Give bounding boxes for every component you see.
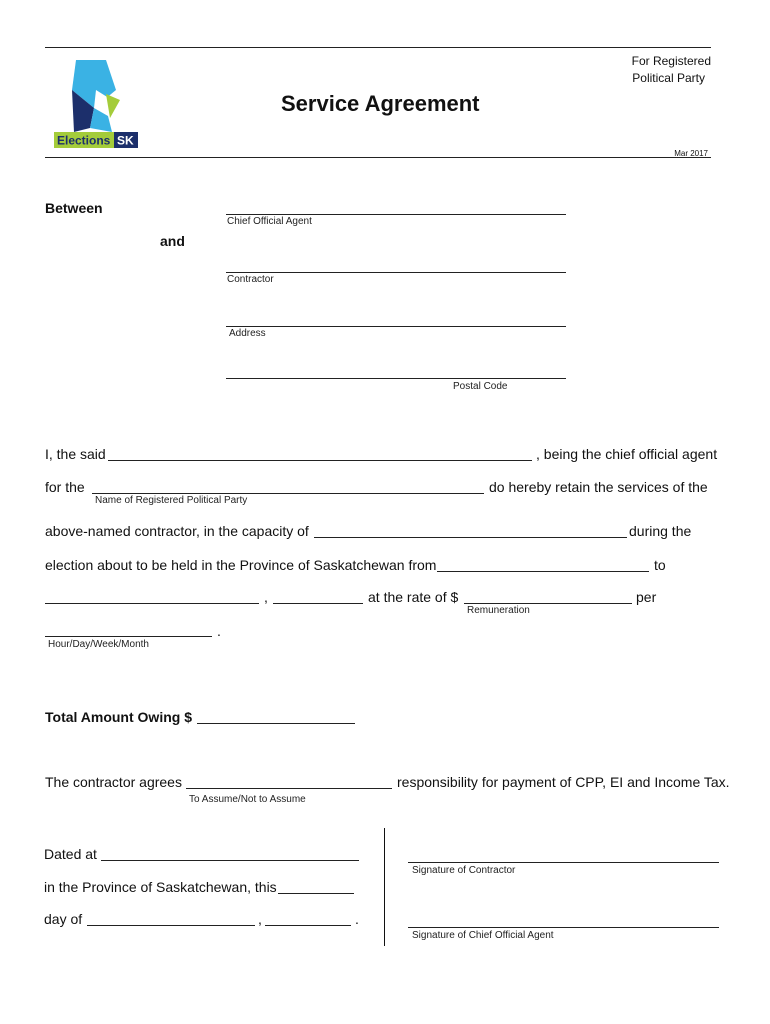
end-year-field[interactable] [273,603,363,604]
total-amount-field[interactable] [197,723,355,724]
political-party-name-field[interactable] [92,493,484,494]
contractor-signature-label: Signature of Contractor [412,865,516,876]
body-line3-end: during the [629,523,692,539]
party-name-label: Name of Registered Political Party [95,495,248,506]
end-date-field[interactable] [45,603,259,604]
signing-divider [384,828,385,946]
postal-code-label: Postal Code [453,381,508,392]
assume-label: To Assume/Not to Assume [189,794,306,805]
postal-code-field[interactable] [226,378,566,379]
body-line5-comma: , [264,589,268,605]
header-top-right-line2: Political Party [632,71,705,85]
body-line4-end: to [654,557,666,573]
body-line6-period: . [217,623,221,639]
agent-signature-field[interactable] [408,927,719,928]
chief-agent-name-field[interactable] [108,460,532,461]
logo-text-left: Elections [57,133,111,148]
body-line3-start: above-named contractor, in the capacity of [45,523,309,539]
body-line1-start: I, the said [45,446,106,462]
body-line2-start: for the [45,479,85,495]
form-date-code: Mar 2017 [674,149,708,158]
remuneration-label: Remuneration [467,605,530,616]
rate-period-field[interactable] [45,636,212,637]
month-field[interactable] [87,925,255,926]
elections-sk-logo [54,60,138,148]
province-line-label: in the Province of Saskatchewan, this [44,879,277,895]
and-label: and [160,233,185,249]
between-label: Between [45,200,103,216]
day-number-field[interactable] [278,893,354,894]
contractor-signature-field[interactable] [408,862,719,863]
logo-mark-icon [54,60,138,148]
contractor-label: Contractor [227,274,274,285]
signing-period: . [355,911,359,927]
total-amount-label: Total Amount Owing $ [45,709,192,725]
address-label: Address [229,328,266,339]
body-line1-end: , being the chief official agent [536,446,718,462]
year-field[interactable] [265,925,351,926]
body-line2-end: do hereby retain the services of the [489,479,708,495]
capacity-field[interactable] [314,537,627,538]
body-line4-start: election about to be held in the Province of Saskatchewan from [45,557,437,573]
chief-official-agent-field[interactable] [226,214,566,215]
header-top-right-line1: For Registered [631,54,711,68]
header-top-rule [45,47,711,48]
period-unit-label: Hour/Day/Week/Month [48,639,149,650]
day-of-label: day of [44,911,83,927]
agent-signature-label: Signature of Chief Official Agent [412,930,554,941]
remuneration-field[interactable] [464,603,632,604]
page-title: Service Agreement [281,91,480,116]
chief-official-agent-label: Chief Official Agent [227,216,312,227]
dated-at-label: Dated at [44,846,97,862]
responsibility-start: The contractor agrees [45,774,182,790]
dated-at-field[interactable] [101,860,359,861]
start-date-field[interactable] [437,571,649,572]
body-line5-rate: at the rate of $ [368,589,459,605]
logo-text-right: SK [117,133,134,148]
address-field[interactable] [226,326,566,327]
responsibility-end: responsibility for payment of CPP, EI and Income Tax. [397,774,730,790]
signing-comma: , [258,911,262,927]
body-line5-per: per [636,589,657,605]
header-bottom-rule [45,157,711,158]
assume-field[interactable] [186,788,392,789]
contractor-field[interactable] [226,272,566,273]
